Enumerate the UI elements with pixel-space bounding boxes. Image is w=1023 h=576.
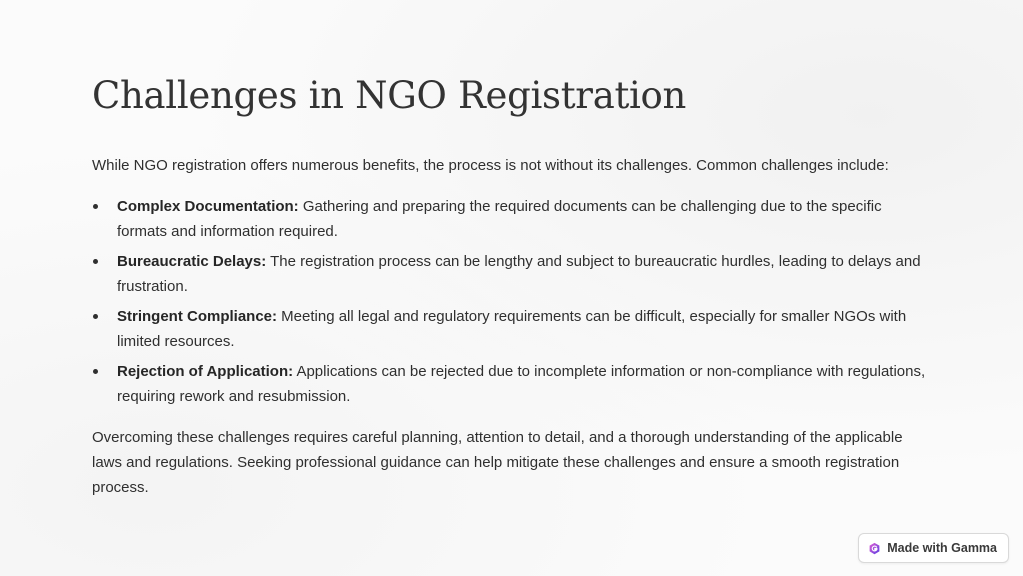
list-item [92, 249, 934, 299]
list-item [92, 359, 934, 409]
list-item [92, 194, 934, 244]
bullet-text: The registration process can be lengthy and subject to bureaucratic hurdles, leading to delays and frustration. [117, 253, 921, 296]
bullet-term: Bureaucratic Delays: [117, 253, 267, 271]
bullet-text: Gathering and preparing the required documents can be challenging due to the specific formats and information required. [117, 198, 882, 241]
badge-label: Made with Gamma [887, 541, 997, 555]
gamma-logo-icon [868, 542, 881, 555]
bullet-text: Meeting all legal and regulatory requirements can be difficult, especially for smaller NGOs with limited resources. [117, 308, 907, 351]
bullet-text: Applications can be rejected due to incomplete information or non-compliance with regulations, requiring rework and resubmission. [117, 363, 926, 406]
slide-title: Challenges in NGO Registration [92, 74, 687, 117]
bullet-icon [93, 204, 98, 209]
bullet-term: Rejection of Application: [117, 363, 294, 381]
bullet-term: Complex Documentation: [117, 198, 299, 216]
intro-paragraph: While NGO registration offers numerous benefits, the process is not without its challenges. Common challenges include: [92, 157, 889, 175]
made-with-gamma-badge[interactable] [858, 533, 1009, 563]
list-item [92, 304, 934, 354]
bullet-icon [93, 314, 98, 319]
bullet-term: Stringent Compliance: [117, 308, 278, 326]
conclusion-paragraph: Overcoming these challenges requires careful planning, attention to detail, and a thorough understanding of the applicable laws and regulations. Seeking professional guidance can help mitigate these challenges and ensure a smooth registration process. [92, 429, 903, 497]
slide-content [92, 74, 934, 500]
bullet-icon [93, 259, 98, 264]
bullet-icon [93, 369, 98, 374]
challenge-list [92, 194, 934, 409]
